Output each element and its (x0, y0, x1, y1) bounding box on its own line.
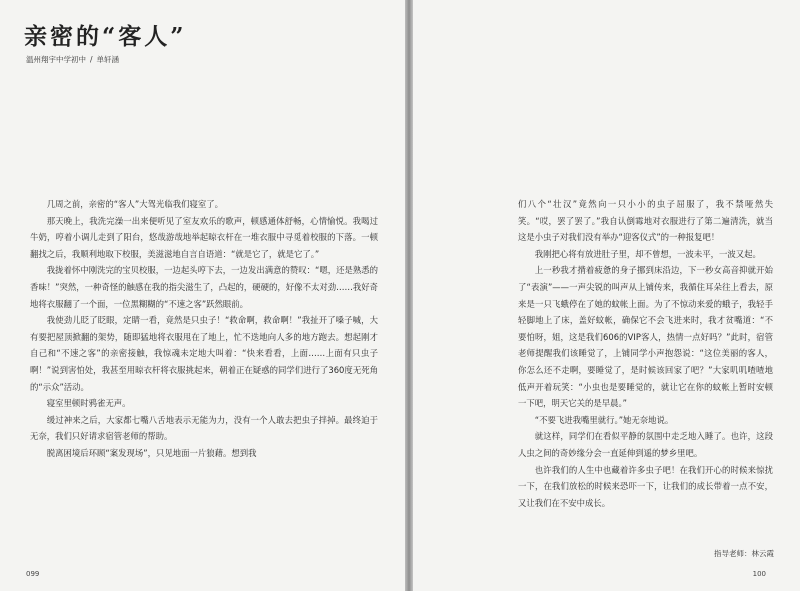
paragraph: 我刚把心将有放进肚子里，却不曾想，一波未平，一波又起。 (534, 248, 761, 259)
paragraph: “不要飞进我嘴里就行。”她无奈地说。 (534, 414, 674, 425)
article-title: 亲密的“客人” (24, 23, 187, 50)
paragraph: 我拢着怀中刚洗完的宝贝校服，一边起头哼下去，一边发出满意的赞叹：“嗯，还是熟悉的香味！”突然，一种奇怪的触感在我的指尖滋生了，凸起的，硬硬的，好像不太对劲……我好奇地将衣服翻了一个面，一位黑糊糊的“不速之客”跃然眼前。 (30, 265, 378, 309)
paragraph: 们八个“壮汉”竟然向一只小小的虫子屈服了，我不禁哑然失笑。“哎，罢了罢了。”我自认倒霉地对衣服进行了第二遍清洗，就当这是小虫子对我们没有举办“迎客仪式”的一种报复吧！ (518, 199, 773, 243)
author-name: 单轩涵 (96, 55, 120, 64)
right-body-text (518, 196, 773, 511)
byline (26, 54, 119, 65)
book-gutter (405, 0, 413, 591)
paragraph: 也许我们的人生中也藏着许多虫子吧！在我们开心的时候来惊扰一下，在我们放松的时候来恐吓一下，让我们的成长带着一点不安，又让我们在不安中成长。 (518, 464, 773, 508)
paragraph: 脱离困境后环顾“案发现场”，只见地面一片狼藉。想到我 (46, 447, 257, 458)
paragraph: 我使劲儿眨了眨眼，定睛一看，竟然是只虫子！“救命啊，救命啊！”我扯开了嗓子喊，大有要把屋顶掀翻的架势，随即猛地将衣服甩在了地上，忙不迭地向人多的地方跑去。想起刚才自己和“不速之客”的亲密接触，我惊魂未定地大叫着：“快来看看，上面……上面有只虫子啊！”说到害怕处，我甚至用晾衣杆将衣服挑起来，朝着正在疑惑的同学们进行了360度无死角的“示众”活动。 (30, 315, 378, 392)
school-name: 温州翔宇中学初中 (26, 55, 86, 64)
instructor-label: 指导老师： (714, 549, 752, 558)
right-page (413, 0, 800, 591)
instructor-name: 林云霞 (751, 549, 774, 558)
byline-separator: / (90, 55, 93, 64)
paragraph: 就这样，同学们在看似平静的氛围中走乏地入睡了。也许，这段人虫之间的奇妙缘分会一直延伸到遥的梦乡里吧。 (518, 431, 773, 458)
instructor-credit (714, 548, 774, 559)
paragraph: 缓过神来之后，大家都七嘴八舌地表示无能为力，没有一个人敢去把虫子拌掉。最终迫于无奈，我们只好请求宿管老师的帮助。 (30, 414, 378, 442)
page-number-left: 099 (26, 570, 40, 578)
left-body-text (30, 196, 378, 462)
page-number-right: 100 (752, 570, 766, 578)
paragraph: 几周之前，亲密的“客人”大驾光临我们寝室了。 (46, 199, 223, 209)
paragraph: 上一秒我才揹着疲惫的身子挪到床沿边，下一秒女高音抑就开始了“表演”——一声尖锐的叫声从上铺传来，我循住耳朵往上看去，原来是一只飞蛾停在了她的蚊帐上面。为了不惊动来爱的蛾子，我轻手轻脚地上了床，盖好蚊帐，确保它不会飞进来时，我才贫嘴道：“不要怕呀，姐，这是我们606的VIP客人，热情一点好吗？”此时，宿管老师提醒我们该睡觉了，上铺同学小声抱怨说：“这位美丽的客人，你怎么还不走啊，要睡觉了，是时候该回家了吧？”大家叽叽喳喳地低声开着玩笑：“小虫也是要睡觉的，就让它在你的蚊帐上暂时安顿一下吧，明天它关的是早晨。” (518, 265, 773, 409)
paragraph: 那天晚上，我洗完澡一出来便听见了室友欢乐的歌声，顿感通体舒畅，心情愉悦。我喝过牛奶，哼着小调儿走到了阳台，悠哉游哉地举起晾衣杆在一堆衣服中寻觅着校服的下落。一顿翻找之后，我顺利地取下校服，美滋滋地自言自语道：“就是它了，就是它了。” (30, 215, 378, 259)
paragraph: 寝室里顿时鸦雀无声。 (46, 398, 131, 409)
